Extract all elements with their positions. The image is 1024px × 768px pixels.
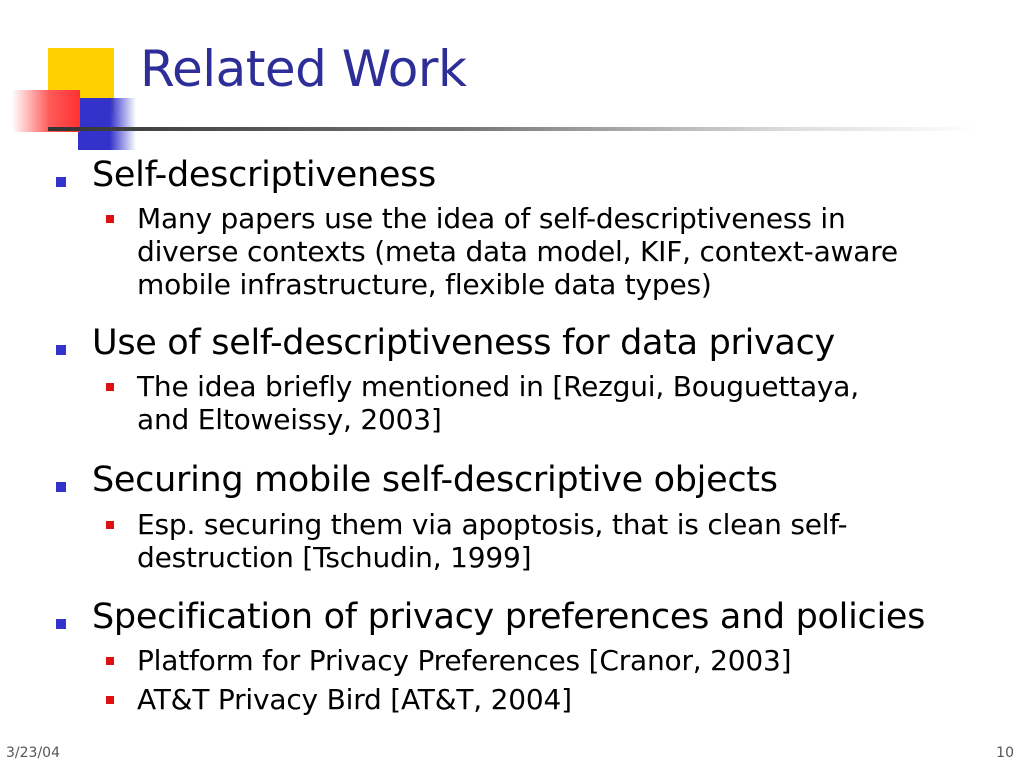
bullet-square-icon (56, 482, 66, 492)
bullet-square-icon (56, 619, 66, 629)
sub-bullet-square-icon (106, 215, 114, 223)
sub-bullet-square-icon (106, 383, 114, 391)
sub-bullet-line: diverse contexts (meta data model, KIF, context-aware (137, 235, 898, 268)
sub-bullet-p3p: Platform for Privacy Preferences [Cranor, 2003] (137, 644, 792, 677)
sub-bullet-line: and Eltoweissy, 2003] (137, 403, 442, 436)
sub-bullet-line: The idea briefly mentioned in [Rezgui, Bouguettaya, (137, 370, 859, 403)
sub-bullet-square-icon (106, 696, 114, 704)
title-rule (48, 127, 978, 131)
sub-bullet-text (137, 370, 859, 436)
page-number: 10 (996, 745, 1014, 761)
bullet-square-icon (56, 177, 66, 187)
sub-bullet-text (137, 202, 898, 301)
bullet-square-icon (56, 345, 66, 355)
decor-red-square (12, 90, 80, 132)
bullet-privacy-preferences: Specification of privacy preferences and policies (92, 597, 926, 637)
sub-bullet-square-icon (106, 521, 114, 529)
sub-bullet-privacy-bird: AT&T Privacy Bird [AT&T, 2004] (137, 683, 572, 716)
bullet-self-descriptiveness: Self-descriptiveness (92, 155, 436, 195)
sub-bullet-text (137, 508, 847, 574)
slide-title: Related Work (140, 40, 467, 98)
decor-blue-square (78, 98, 136, 150)
bullet-data-privacy: Use of self-descriptiveness for data privacy (92, 323, 835, 363)
footer-date: 3/23/04 (6, 745, 60, 761)
sub-bullet-square-icon (106, 657, 114, 665)
sub-bullet-line: Esp. securing them via apoptosis, that is clean self- (137, 508, 848, 541)
bullet-securing-objects: Securing mobile self-descriptive objects (92, 460, 778, 500)
sub-bullet-line: Many papers use the idea of self-descriptiveness in (137, 202, 846, 235)
sub-bullet-line: mobile infrastructure, flexible data types) (137, 268, 712, 301)
sub-bullet-line: destruction [Tschudin, 1999] (137, 541, 532, 574)
